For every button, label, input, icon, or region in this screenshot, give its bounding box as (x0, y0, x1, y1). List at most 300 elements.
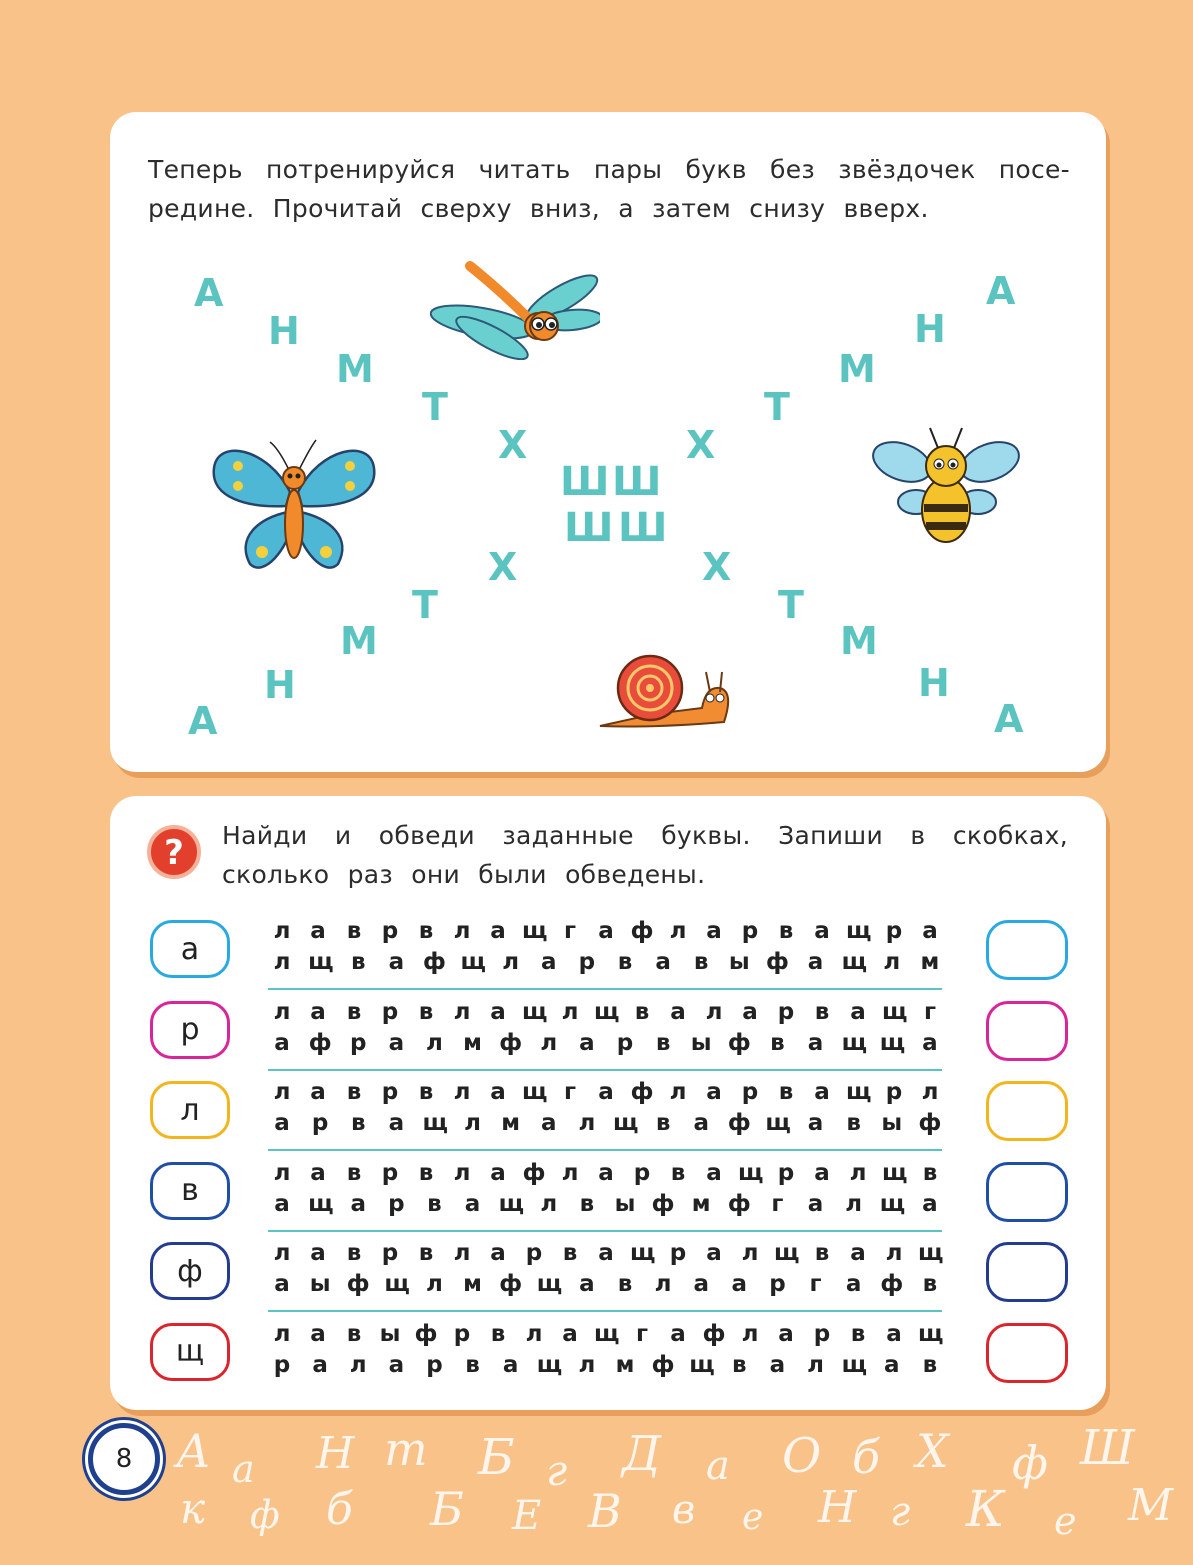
sequence-letter[interactable]: а (490, 998, 506, 1025)
sequence-letter[interactable]: в (427, 1190, 442, 1217)
letter-n-right-top: Н (914, 307, 946, 351)
sequence-letter[interactable]: а (541, 949, 557, 975)
decorative-letter: О (782, 1428, 822, 1484)
letter-sh-2: Ш (612, 459, 662, 505)
sequence-letter[interactable]: а (310, 998, 326, 1025)
sequence-letter[interactable]: в (418, 1240, 434, 1266)
sequence-letter[interactable]: л (273, 1079, 291, 1105)
sequence-letter[interactable]: л (273, 998, 291, 1025)
decorative-letter: к (180, 1484, 206, 1533)
sequence-letter[interactable]: а (579, 1029, 595, 1056)
page-number: 8 (88, 1423, 160, 1495)
decorative-letter: Б (430, 1482, 464, 1536)
sequence-letter[interactable]: щ (308, 949, 334, 975)
sequence-letter[interactable]: л (654, 1271, 672, 1297)
decorative-letter: г (546, 1446, 568, 1495)
sequence-letter[interactable]: л (426, 1029, 443, 1056)
sequence-letter[interactable]: а (490, 1159, 506, 1186)
sequence-letter[interactable]: р (885, 1079, 903, 1105)
decorative-letter: Х (916, 1424, 949, 1478)
sequence-letter[interactable]: а (670, 1320, 686, 1347)
sequence-letter[interactable]: в (634, 998, 650, 1025)
sequence-letter[interactable]: щ (846, 918, 872, 944)
sequence-letter[interactable]: л (578, 1110, 596, 1136)
sequence-letter[interactable]: а (706, 918, 722, 944)
target-letter-box: л (150, 1081, 230, 1139)
letter-a-right-top: А (986, 269, 1016, 313)
decorative-letter: Н (316, 1428, 355, 1479)
dragonfly-illustration (430, 260, 600, 360)
sequence-letter[interactable]: ы (690, 1029, 712, 1056)
answer-box[interactable] (986, 1001, 1068, 1061)
sequence-letter[interactable]: м (501, 1110, 521, 1136)
sequence-letter[interactable]: л (705, 998, 723, 1025)
sequence-letter[interactable]: щ (879, 1029, 906, 1056)
decorative-letter: Б (478, 1428, 515, 1486)
decorative-letter: б (326, 1484, 353, 1535)
sequence-letter[interactable]: ф (651, 1190, 675, 1217)
sequence-letter[interactable]: р (381, 918, 399, 944)
sequence-letter[interactable]: в (346, 1320, 362, 1347)
sequence-letter[interactable]: р (885, 918, 903, 944)
sequence-letter[interactable]: а (670, 998, 686, 1025)
sequence-letter[interactable]: ф (630, 918, 654, 944)
task-instructions (148, 150, 1070, 228)
sequence-letter[interactable]: л (453, 1079, 471, 1105)
sequence-letter[interactable]: р (426, 1351, 443, 1378)
sequence-letter[interactable]: ф (630, 1079, 654, 1105)
sequence-letter[interactable]: щ (918, 1240, 944, 1266)
sequence-letter[interactable]: а (464, 1190, 481, 1217)
decorative-letter: В (588, 1484, 622, 1538)
sequence-letter[interactable]: л (921, 1079, 939, 1105)
sequence-letter[interactable]: м (691, 1190, 711, 1217)
sequence-letter[interactable]: а (310, 1159, 326, 1186)
sequence-letter[interactable]: в (346, 1240, 362, 1266)
sequence-letter[interactable]: р (669, 1240, 687, 1266)
letter-sequence-line (270, 1265, 942, 1303)
sequence-letter[interactable]: л (273, 1159, 291, 1186)
sequence-letter[interactable]: а (814, 918, 830, 944)
sequence-letter[interactable]: л (453, 1159, 471, 1186)
letter-n-left-top: Н (268, 309, 300, 353)
sequence-letter[interactable]: р (813, 1320, 831, 1347)
sequence-letter[interactable]: ф (414, 1320, 438, 1347)
row-divider (268, 1069, 942, 1071)
exercise-card-find-letters (110, 796, 1106, 1410)
sequence-letter[interactable]: щ (841, 1351, 868, 1378)
sequence-letter[interactable]: л (540, 1029, 558, 1056)
sequence-letter[interactable]: а (769, 1351, 786, 1378)
decorative-letter: К (966, 1480, 1005, 1538)
sequence-letter[interactable]: а (388, 949, 405, 975)
sequence-letter[interactable]: а (850, 998, 866, 1025)
sequence-letter[interactable]: в (617, 1271, 633, 1297)
sequence-letter[interactable]: ф (651, 1351, 675, 1378)
sequence-letter[interactable]: л (741, 1240, 759, 1266)
sequence-letter[interactable]: р (769, 1271, 786, 1297)
decorative-letter: е (1054, 1499, 1077, 1543)
sequence-letter[interactable]: в (922, 1159, 938, 1186)
sequence-letter[interactable]: л (453, 998, 471, 1025)
target-letter-box: а (150, 920, 230, 978)
sequence-letter[interactable]: л (502, 949, 520, 975)
letter-sh-4: Ш (618, 505, 668, 551)
sequence-letter[interactable]: в (490, 1320, 506, 1347)
sequence-letter[interactable]: в (850, 1320, 866, 1347)
letter-sequence-line (270, 943, 942, 981)
sequence-letter[interactable]: л (540, 1190, 558, 1217)
sequence-letter[interactable]: г (635, 1320, 649, 1347)
answer-box[interactable] (986, 1242, 1068, 1302)
sequence-letter[interactable]: в (922, 1271, 938, 1297)
task-text-line-2: сколько раз они были обведены. (222, 860, 706, 889)
decorative-letter: М (1128, 1480, 1174, 1531)
sequence-letter[interactable]: л (883, 949, 901, 975)
sequence-letter[interactable]: л (273, 918, 291, 944)
sequence-letter[interactable]: ф (499, 1029, 523, 1056)
sequence-letter[interactable]: а (778, 1320, 794, 1347)
sequence-letter[interactable]: л (453, 1240, 471, 1266)
sequence-letter[interactable]: щ (630, 1240, 656, 1266)
sequence-letter[interactable]: щ (594, 1320, 620, 1347)
sequence-letter[interactable]: ф (766, 949, 789, 975)
sequence-letter[interactable]: а (693, 1271, 709, 1297)
sequence-letter[interactable]: а (310, 1079, 326, 1105)
letter-sh-1: Ш (560, 459, 610, 505)
sequence-letter[interactable]: а (490, 1240, 506, 1266)
sequence-letter[interactable]: а (922, 1029, 938, 1056)
sequence-letter[interactable]: ы (728, 949, 750, 975)
sequence-letter[interactable]: а (742, 998, 758, 1025)
sequence-letter[interactable]: в (617, 949, 633, 975)
sequence-letter[interactable]: в (655, 1110, 671, 1136)
sequence-letter[interactable]: в (346, 998, 362, 1025)
sequence-letter[interactable]: ф (499, 1271, 523, 1297)
letter-m-right-top: М (838, 347, 876, 391)
sequence-letter[interactable]: а (807, 949, 824, 975)
sequence-letter[interactable]: ф (727, 1190, 751, 1217)
sequence-letter[interactable]: г (923, 998, 937, 1025)
sequence-letter[interactable]: а (579, 1271, 595, 1297)
letter-sequence-line (270, 1185, 942, 1223)
decorative-letter: т (384, 1422, 428, 1476)
sequence-letter[interactable]: а (274, 1271, 290, 1297)
sequence-letter[interactable]: л (669, 1079, 687, 1105)
sequence-letter[interactable]: а (883, 1351, 900, 1378)
sequence-letter[interactable]: г (563, 918, 577, 944)
sequence-letter[interactable]: щ (422, 1110, 448, 1136)
answer-box[interactable] (986, 1323, 1068, 1383)
sequence-letter[interactable]: л (453, 918, 471, 944)
target-letter-box: р (150, 1001, 230, 1059)
sequence-letter[interactable]: а (845, 1271, 862, 1297)
sequence-letter[interactable]: а (388, 1029, 405, 1056)
sequence-letter[interactable]: а (598, 918, 614, 944)
sequence-letter[interactable]: р (381, 1079, 399, 1105)
decorative-letter: г (890, 1489, 911, 1535)
sequence-letter[interactable]: ф (346, 1271, 370, 1297)
sequence-letter[interactable]: щ (522, 998, 548, 1025)
letter-a-right-bottom: А (994, 697, 1024, 741)
decorative-letter: а (706, 1443, 730, 1489)
sequence-letter[interactable]: в (579, 1190, 595, 1217)
letter-sh-3: Ш (564, 505, 614, 551)
sequence-letter[interactable]: щ (536, 1351, 563, 1378)
sequence-letter[interactable]: г (771, 1190, 784, 1217)
sequence-letter[interactable]: а (598, 1079, 614, 1105)
sequence-letter[interactable]: щ (460, 949, 486, 975)
letter-n-right-bottom: Н (918, 661, 950, 705)
sequence-letter[interactable]: в (346, 1079, 362, 1105)
sequence-letter[interactable]: а (807, 1190, 824, 1217)
sequence-letter[interactable]: а (807, 1029, 824, 1056)
sequence-letter[interactable]: щ (846, 1079, 872, 1105)
sequence-letter[interactable]: р (453, 1320, 471, 1347)
sequence-letter[interactable]: в (778, 1079, 794, 1105)
sequence-letter[interactable]: в (418, 998, 434, 1025)
snail-illustration (594, 652, 734, 732)
sequence-letter[interactable]: щ (882, 1159, 908, 1186)
sequence-letter[interactable]: ф (702, 1320, 726, 1347)
sequence-letter[interactable]: а (731, 1271, 748, 1297)
sequence-letter[interactable]: а (310, 918, 326, 944)
sequence-letter[interactable]: л (741, 1320, 759, 1347)
sequence-letter[interactable]: р (633, 1159, 651, 1186)
sequence-letter[interactable]: ф (918, 1110, 942, 1136)
sequence-letter[interactable]: а (706, 1079, 722, 1105)
sequence-letter[interactable]: р (777, 1159, 795, 1186)
letter-n-left-bottom: Н (264, 663, 296, 707)
task-text-line-2: редине. Прочитай сверху вниз, а затем снизу вверх. (148, 194, 929, 223)
sequence-letter[interactable]: а (814, 1159, 830, 1186)
sequence-letter[interactable]: в (846, 1110, 861, 1136)
letter-t-left-top: Т (422, 385, 448, 429)
sequence-letter[interactable]: в (770, 1029, 785, 1056)
sequence-letter[interactable]: а (886, 1320, 902, 1347)
target-letter-box: ф (150, 1242, 230, 1300)
decorative-letter: е (742, 1497, 764, 1538)
answer-box[interactable] (986, 920, 1068, 980)
decorative-letter: Н (818, 1482, 857, 1533)
sequence-letter[interactable]: а (502, 1351, 519, 1378)
sequence-letter[interactable]: ф (308, 1029, 332, 1056)
sequence-letter[interactable]: ы (881, 1110, 903, 1136)
sequence-letter[interactable]: в (732, 1351, 747, 1378)
task-text-line-1: Найди и обведи заданные буквы. Запиши в скобках, (222, 821, 1068, 850)
butterfly-illustration (208, 428, 378, 578)
sequence-letter[interactable]: л (561, 998, 579, 1025)
sequence-letter[interactable]: р (578, 949, 596, 975)
sequence-letter[interactable]: р (777, 998, 795, 1025)
letter-m-right-bottom: М (840, 619, 878, 663)
sequence-letter[interactable]: а (310, 1240, 326, 1266)
sequence-letter[interactable]: р (273, 1351, 291, 1378)
sequence-letter[interactable]: в (350, 1110, 366, 1136)
sequence-letter[interactable]: л (273, 1320, 291, 1347)
sequence-letter[interactable]: а (388, 1351, 405, 1378)
sequence-letter[interactable]: м (463, 1271, 482, 1297)
sequence-letter[interactable]: щ (882, 998, 908, 1025)
sequence-letter[interactable]: а (706, 1240, 722, 1266)
sequence-letter[interactable]: щ (879, 1190, 906, 1217)
sequence-letter[interactable]: р (525, 1240, 543, 1266)
sequence-letter[interactable]: г (809, 1271, 822, 1297)
decorative-letter: ф (1012, 1436, 1049, 1490)
sequence-letter[interactable]: р (381, 998, 399, 1025)
sequence-letter[interactable]: в (562, 1240, 578, 1266)
sequence-letter[interactable]: л (578, 1351, 596, 1378)
letter-h-left-bottom: Х (488, 545, 518, 589)
sequence-letter[interactable]: л (525, 1320, 543, 1347)
sequence-letter[interactable]: л (885, 1240, 903, 1266)
letter-h-right-bottom: Х (702, 545, 732, 589)
decorative-letter: Ш (1080, 1420, 1135, 1476)
sequence-letter[interactable]: щ (498, 1190, 525, 1217)
decorative-letter: Е (512, 1493, 542, 1539)
sequence-letter[interactable]: а (490, 918, 506, 944)
sequence-letter[interactable]: в (418, 1079, 434, 1105)
sequence-letter[interactable]: щ (841, 1029, 868, 1056)
letter-sequence-line (270, 1024, 942, 1062)
sequence-letter[interactable]: а (807, 1110, 824, 1136)
sequence-letter[interactable]: ф (522, 1159, 546, 1186)
sequence-letter[interactable]: р (311, 1110, 329, 1136)
answer-box[interactable] (986, 1081, 1068, 1141)
sequence-letter[interactable]: щ (841, 949, 868, 975)
sequence-letter[interactable]: щ (765, 1110, 791, 1136)
sequence-letter[interactable]: а (598, 1240, 614, 1266)
sequence-letter[interactable]: а (312, 1351, 328, 1378)
decorative-letter: а (232, 1447, 255, 1491)
sequence-letter[interactable]: а (274, 1029, 290, 1056)
bee-illustration (866, 424, 1026, 554)
sequence-letter[interactable]: щ (536, 1271, 563, 1297)
sequence-letter[interactable]: щ (384, 1271, 410, 1297)
sequence-letter[interactable]: м (920, 949, 940, 975)
sequence-letter[interactable]: в (670, 1159, 686, 1186)
letter-t-right-bottom: Т (778, 583, 804, 627)
task-instructions (222, 816, 1068, 894)
target-letter-box: в (150, 1162, 230, 1220)
sequence-letter[interactable]: р (741, 918, 759, 944)
sequence-letter[interactable]: щ (612, 1110, 639, 1136)
sequence-letter[interactable]: г (563, 1079, 577, 1105)
sequence-letter[interactable]: в (655, 1029, 671, 1056)
sequence-letter[interactable]: л (349, 1351, 367, 1378)
sequence-letter[interactable]: л (807, 1351, 824, 1378)
sequence-letter[interactable]: л (669, 918, 687, 944)
sequence-letter[interactable]: а (274, 1110, 290, 1136)
sequence-letter[interactable]: щ (689, 1351, 715, 1378)
sequence-letter[interactable]: ы (379, 1320, 401, 1347)
sequence-letter[interactable]: щ (308, 1190, 334, 1217)
sequence-letter[interactable]: щ (522, 1079, 548, 1105)
decorative-letter: б (852, 1430, 881, 1484)
sequence-letter[interactable]: щ (774, 1240, 800, 1266)
sequence-letter[interactable]: р (381, 1240, 399, 1266)
sequence-letter[interactable]: ф (423, 949, 446, 975)
sequence-letter[interactable]: а (274, 1190, 290, 1217)
sequence-letter[interactable]: р (381, 1159, 399, 1186)
sequence-letter[interactable]: м (463, 1029, 482, 1056)
decorative-letter: ф (250, 1493, 280, 1537)
sequence-letter[interactable]: л (561, 1159, 579, 1186)
letter-sequence-line (270, 1104, 942, 1142)
sequence-letter[interactable]: а (814, 1079, 830, 1105)
sequence-letter[interactable]: ф (880, 1271, 904, 1297)
sequence-letter[interactable]: л (849, 1159, 867, 1186)
answer-box[interactable] (986, 1162, 1068, 1222)
sequence-letter[interactable]: в (418, 1159, 434, 1186)
task-text-line-1: Теперь потренируйся читать пары букв без звёздочек посе- (148, 155, 1070, 184)
decorative-letter: Д (622, 1426, 662, 1482)
sequence-letter[interactable]: ы (614, 1190, 636, 1217)
sequence-letter[interactable]: а (310, 1320, 326, 1347)
letter-h-right-top: Х (686, 423, 716, 467)
sequence-letter[interactable]: в (693, 949, 709, 975)
sequence-letter[interactable]: а (706, 1159, 722, 1186)
sequence-letter[interactable]: а (655, 949, 671, 975)
row-divider (268, 1230, 942, 1232)
sequence-letter[interactable]: ы (309, 1271, 331, 1297)
target-letter-box: щ (150, 1323, 230, 1381)
letter-t-right-top: Т (764, 385, 790, 429)
sequence-letter[interactable]: л (464, 1110, 481, 1136)
sequence-letter[interactable]: р (388, 1190, 405, 1217)
sequence-letter[interactable]: л (273, 949, 291, 975)
sequence-letter[interactable]: в (346, 1159, 362, 1186)
sequence-letter[interactable]: а (562, 1320, 578, 1347)
sequence-letter[interactable]: а (922, 918, 938, 944)
decorative-letter: в (672, 1487, 696, 1533)
sequence-letter[interactable]: л (845, 1190, 863, 1217)
row-divider (268, 1149, 942, 1151)
sequence-letter[interactable]: в (418, 918, 434, 944)
row-divider (268, 988, 942, 990)
exercise-card-pairs (110, 112, 1106, 772)
sequence-letter[interactable]: а (922, 1190, 938, 1217)
sequence-letter[interactable]: ф (727, 1029, 751, 1056)
sequence-letter[interactable]: в (814, 998, 830, 1025)
sequence-letter[interactable]: щ (522, 918, 548, 944)
letter-m-left-bottom: М (340, 619, 378, 663)
sequence-letter[interactable]: а (850, 1240, 866, 1266)
sequence-letter[interactable]: м (615, 1351, 635, 1378)
sequence-letter[interactable]: а (350, 1190, 366, 1217)
sequence-letter[interactable]: л (273, 1240, 291, 1266)
sequence-letter[interactable]: р (616, 1029, 634, 1056)
sequence-letter[interactable]: р (741, 1079, 759, 1105)
sequence-letter[interactable]: в (465, 1351, 480, 1378)
sequence-letter[interactable]: в (814, 1240, 830, 1266)
sequence-letter[interactable]: в (346, 918, 362, 944)
sequence-letter[interactable]: щ (918, 1320, 944, 1347)
sequence-letter[interactable]: а (388, 1110, 405, 1136)
sequence-letter[interactable]: щ (738, 1159, 764, 1186)
sequence-letter[interactable]: а (541, 1110, 557, 1136)
sequence-letter[interactable]: ф (727, 1110, 751, 1136)
sequence-letter[interactable]: р (349, 1029, 367, 1056)
sequence-letter[interactable]: щ (594, 998, 620, 1025)
sequence-letter[interactable]: а (693, 1110, 709, 1136)
sequence-letter[interactable]: в (922, 1351, 938, 1378)
sequence-letter[interactable]: а (598, 1159, 614, 1186)
sequence-letter[interactable]: л (426, 1271, 443, 1297)
sequence-letter[interactable]: а (490, 1079, 506, 1105)
sequence-letter[interactable]: в (778, 918, 794, 944)
sequence-letter[interactable]: в (350, 949, 366, 975)
